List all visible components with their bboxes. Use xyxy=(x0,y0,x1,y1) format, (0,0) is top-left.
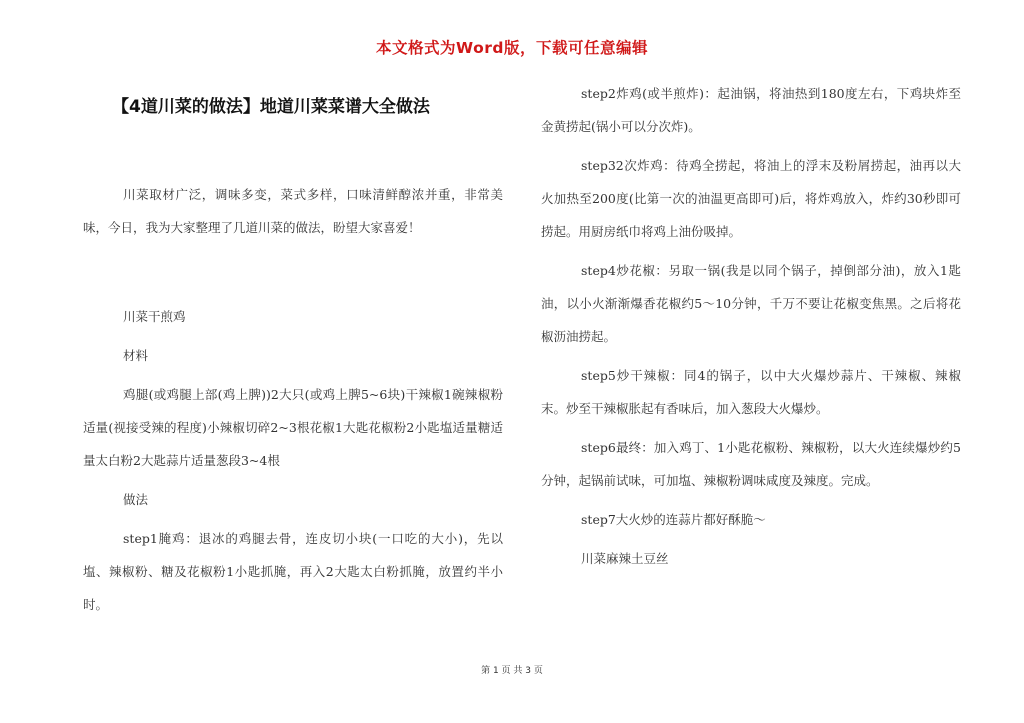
materials-paragraph: 鸡腿(或鸡腿上部(鸡上脾))2大只(或鸡上脾5~6块)干辣椒1碗辣椒粉适量(视接受辣的程度)小辣椒切碎2~3根花椒1大匙花椒粉2小匙塩适量糖适量太白粉2大匙蒜片适量葱段3~4根 xyxy=(83,387,503,468)
step2-paragraph: step2炸鸡(或半煎炸)：起油锅，将油热到180度左右，下鸡块炸至金黄捞起(锅小可以分次炸)。 xyxy=(541,86,961,134)
left-column xyxy=(83,178,503,244)
step4-paragraph: step4炒花椒：另取一锅(我是以同个锅子，掉倒部分油)，放入1匙油，以小火渐渐爆香花椒约5～10分钟，千万不要让花椒变焦黑。之后将花椒沥油捞起。 xyxy=(541,263,961,344)
step7-paragraph: step7大火炒的连蒜片都好酥脆～ xyxy=(581,512,766,527)
dish-name: 川菜干煎鸡 xyxy=(123,309,186,324)
method-heading: 做法 xyxy=(123,492,149,507)
materials-heading: 材料 xyxy=(123,348,149,363)
left-column-recipe xyxy=(83,300,503,621)
step6-paragraph: step6最终：加入鸡丁、1小匙花椒粉、辣椒粉，以大火连续爆炒约5分钟，起锅前试味，可加塩、辣椒粉调味咸度及辣度。完成。 xyxy=(541,440,961,488)
step3-paragraph: step32次炸鸡：待鸡全捞起，将油上的浮末及粉屑捞起，油再以大火加热至200度(比第一次的油温更高即可)后，将炸鸡放入，炸约30秒即可捞起。用厨房纸巾将鸡上油份吸掉。 xyxy=(541,158,961,239)
right-column xyxy=(541,77,961,575)
editable-banner: 本文格式为Word版，下载可任意编辑 xyxy=(376,39,648,57)
next-dish-name: 川菜麻辣土豆丝 xyxy=(581,551,669,566)
intro-paragraph: 川菜取材广泛，调味多变，菜式多样，口味清鲜醇浓并重，非常美味，今日，我为大家整理了几道川菜的做法，盼望大家喜爱！ xyxy=(83,187,503,235)
step5-paragraph: step5炒干辣椒：同4的锅子，以中大火爆炒蒜片、干辣椒、辣椒末。炒至干辣椒胀起有香味后，加入葱段大火爆炒。 xyxy=(541,368,961,416)
document-title: 【4道川菜的做法】地道川菜菜谱大全做法 xyxy=(112,97,430,117)
page-footer: 第 1 页 共 3 页 xyxy=(481,666,543,676)
step1-paragraph: step1腌鸡：退冰的鸡腿去骨，连皮切小块(一口吃的大小)，先以塩、辣椒粉、糖及花椒粉1小匙抓腌，再入2大匙太白粉抓腌，放置约半小时。 xyxy=(83,531,503,612)
